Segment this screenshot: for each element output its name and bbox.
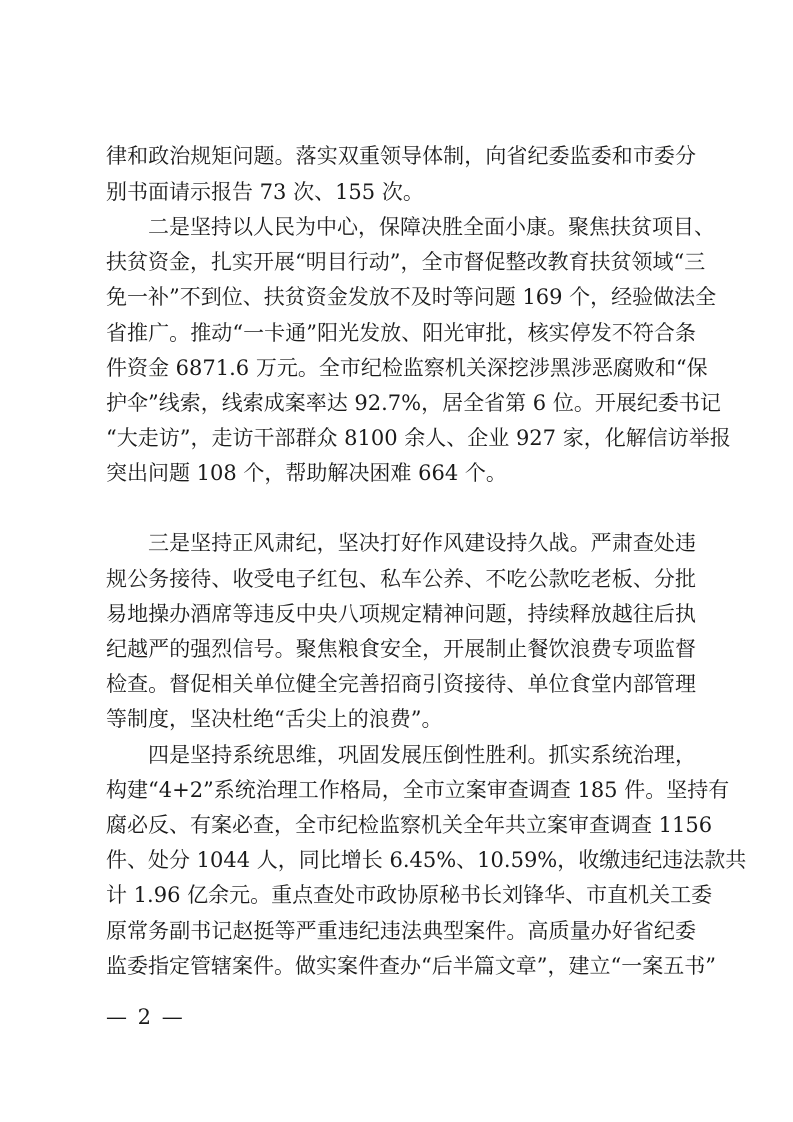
text-line: 别书面请示报告 73 次、155 次。 [106, 180, 424, 204]
text-line: 检查。督促相关单位健全完善招商引资接待、单位食堂内部管理 [106, 672, 696, 696]
text-line: 扶贫资金，扎实开展“明目行动”，全市督促整改教育扶贫领域“三 [106, 250, 706, 274]
text-line: 腐必反、有案必查，全市纪检监察机关全年共立案审查调查 1156 [106, 813, 713, 837]
text-line: 律和政治规矩问题。落实双重领导体制，向省纪委监委和市委分 [106, 144, 696, 168]
text-line: 突出问题 108 个，帮助解决困难 664 个。 [106, 461, 507, 485]
text-line: 护伞”线索，线索成案率达 92.7%，居全省第 6 位。开展纪委书记 [106, 391, 721, 415]
text-line: 易地操办酒席等违反中央八项规定精神问题，持续释放越往后执 [106, 602, 696, 626]
text-line: 件资金 6871.6 万元。全市纪检监察机关深挖涉黑涉恶腐败和“保 [106, 356, 708, 380]
text-line: 原常务副书记赵挺等严重违纪违法典型案件。高质量办好省纪委 [106, 919, 696, 943]
paragraph-2-start: 二是坚持以人民为中心，保障决胜全面小康。聚焦扶贫项目、 [148, 215, 715, 239]
paragraph-4-start: 四是坚持系统思维，巩固发展压倒性胜利。抓实系统治理， [148, 743, 696, 767]
text-line: 规公务接待、收受电子红包、私车公养、不吃公款吃老板、分批 [106, 567, 696, 591]
text-line: 计 1.96 亿余元。重点查处市政协原秘书长刘锋华、市直机关工委 [106, 883, 713, 907]
text-line: 构建“4+2”系统治理工作格局，全市立案审查调查 185 件。坚持有 [106, 778, 730, 802]
paragraph-3-start: 三是坚持正风肃纪，坚决打好作风建设持久战。严肃查处违 [148, 531, 696, 555]
text-line: 免一补”不到位、扶贫资金发放不及时等问题 169 个，经验做法全 [106, 285, 717, 309]
text-line: “大走访”，走访干部群众 8100 余人、企业 927 家，化解信访举报 [106, 426, 731, 450]
text-line: 纪越严的强烈信号。聚焦粮食安全，开展制止餐饮浪费专项监督 [106, 637, 696, 661]
text-line: 监委指定管辖案件。做实案件查办“后半篇文章”，建立“一案五书” [106, 954, 716, 978]
text-line: 等制度，坚决杜绝“舌尖上的浪费”。 [106, 707, 443, 731]
text-line: 件、处分 1044 人，同比增长 6.45%、10.59%，收缴违纪违法款共 [106, 848, 747, 872]
text-line: 省推广。推动“一卡通”阳光发放、阳光审批，核实停发不符合条 [106, 321, 696, 345]
page-number: — 2 — [106, 1005, 185, 1029]
